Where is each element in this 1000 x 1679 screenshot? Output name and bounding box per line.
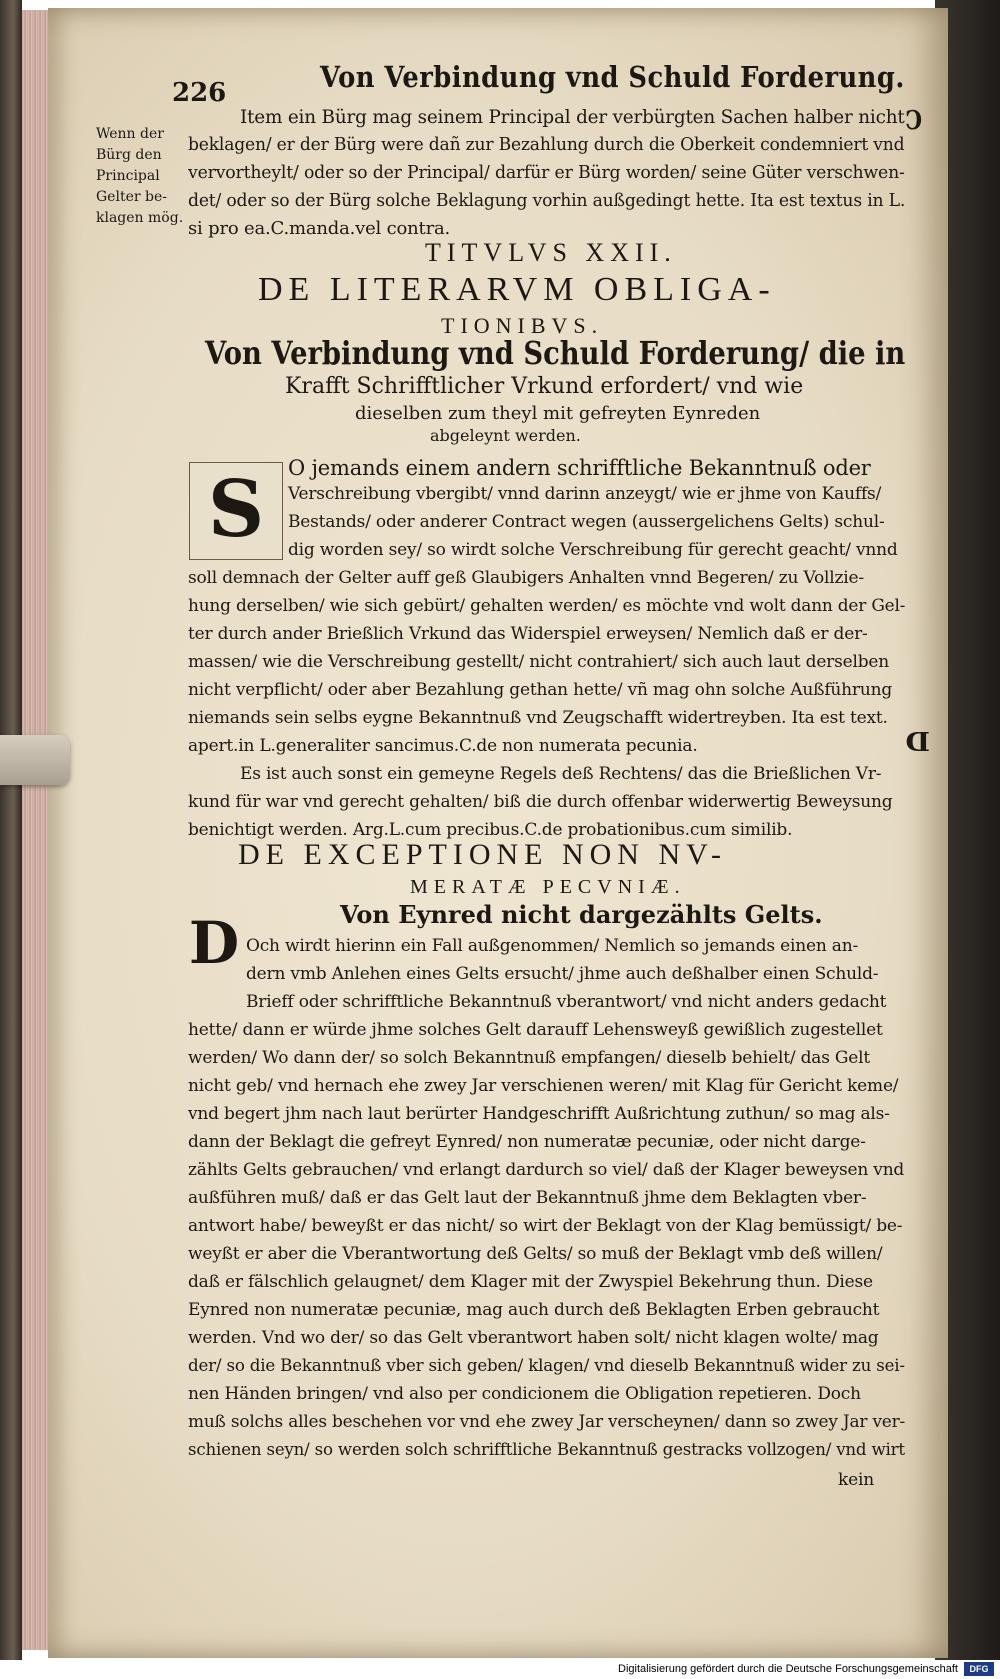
book-spine: [0, 0, 22, 1679]
page-tab-marker: [0, 735, 70, 785]
title-latin-cont: TIONIBVS.: [441, 313, 604, 338]
text-line: der/ so die Bekanntnuß vber sich geben/ klagen/ vnd dieselb Bekanntnuß wider zu sei-: [188, 1356, 905, 1376]
text-line: außführen muß/ daß er das Gelt laut der Bekanntnuß jhme dem Beklagten vber-: [188, 1188, 867, 1208]
text-line: nicht verpflicht/ oder aber Bezahlung gethan hette/ vñ mag ohn solche Außführung: [188, 680, 893, 700]
text-line: apert.in L.generaliter sancimus.C.de non numerata pecunia.: [188, 736, 698, 756]
text-line: benichtigt werden. Arg.L.cum precibus.C.de probationibus.cum similib.: [188, 820, 793, 840]
digitization-footer: [0, 1660, 1000, 1679]
text-line: Bestands/ oder anderer Contract wegen (aussergelichens Gelts) schul-: [288, 512, 885, 532]
text-line: Verschreibung vbergibt/ vnnd darinn anzeygt/ wie er jhme von Kauffs/: [288, 484, 882, 504]
dfg-logo: DFG: [964, 1662, 994, 1676]
text-line: ter durch ander Brießlich Vrkund das Widerspiel erweysen/ Nemlich daß er der-: [188, 624, 868, 644]
text-line: niemands sein selbs eygne Bekanntnuß vnd Zeugschafft widertreyben. Ita est text.: [188, 708, 888, 728]
text-line: antwort habe/ beweyßt er das nicht/ so wirt der Beklagt von der Klag bemüssigt/ be-: [188, 1216, 903, 1236]
text-line: hette/ dann er würde jhme solches Gelt darauff Lehensweyß gewißlich zugestellet: [188, 1020, 883, 1040]
text-line: Och wirdt hierinn ein Fall außgenommen/ Nemlich so jemands einen an-: [246, 936, 859, 956]
text-line: beklagen/ er der Bürg were dañ zur Bezahlung durch die Oberkeit condemniert vnd: [188, 134, 905, 155]
margin-note-line: Wenn der: [96, 126, 164, 142]
text-line: soll demnach der Gelter auff geß Glaubigers Anhalten vnnd Begeren/ zu Vollzie-: [188, 568, 864, 588]
text-line: werden. Vnd wo der/ so das Gelt vberantwort haben solt/ nicht klagen wolte/ mag: [188, 1328, 879, 1348]
page-number: 226: [172, 78, 227, 108]
text-line: Brieff oder schrifftliche Bekanntnuß vberantwort/ vnd nicht anders gedacht: [246, 992, 887, 1012]
german-title-line: Von Eynred nicht dargezählts Gelts.: [340, 900, 823, 929]
title-latin: DE LITERARVM OBLIGA-: [258, 271, 776, 308]
text-line: massen/ wie die Verschreibung gestellt/ nicht contrahiert/ sich auch laut derselben: [188, 652, 890, 672]
text-line: schienen seyn/ so werden solch schrifftliche Bekanntnuß gestracks vollzogen/ vnd wirt: [188, 1440, 905, 1460]
margin-note-line: Gelter be-: [96, 189, 167, 205]
margin-note-line: Bürg den: [96, 147, 162, 163]
text-line: dern vmb Anlehen eines Gelts ersucht/ jhme auch deßhalber einen Schuld-: [246, 964, 879, 984]
text-line: det/ oder so der Bürg solche Beklagung vorhin außgedingt hette. Ita est textus in L.: [188, 190, 906, 211]
german-title-line: Von Verbindung vnd Schuld Forderung/ die in: [205, 334, 906, 372]
catchword: kein: [838, 1470, 874, 1490]
text-line: Eynred non numeratæ pecuniæ, mag auch durch deß Beklagten Erben gebraucht: [188, 1300, 880, 1320]
text-line: dann der Beklagt die gefreyt Eynred/ non numeratæ pecuniæ, oder nicht darge-: [188, 1132, 866, 1152]
title-latin: DE EXCEPTIONE NON NV-: [238, 838, 728, 871]
text-line: zählts Gelts gebrauchen/ vnd erlangt dardurch so viel/ daß der Klager beweysen vnd: [188, 1160, 905, 1180]
text-line: kund für war vnd gerecht gehalten/ biß die durch offenbar widerwertig Beweysung: [188, 792, 893, 812]
running-head: Von Verbindung vnd Schuld Forderung.: [320, 60, 905, 94]
margin-letter-d: D: [905, 728, 930, 758]
text-line: vervortheylt/ oder so der Principal/ darfür er Bürg worden/ seine Güter verschwen-: [188, 162, 905, 183]
text-line: werden/ Wo dann der/ so solch Bekanntnuß empfangen/ dieselb behielt/ das Gelt: [188, 1048, 871, 1068]
text-line: daß er fälschlich gelaugnet/ dem Klager mit der Zwyspiel Bekehrung thun. Diese: [188, 1272, 873, 1292]
text-line: Item ein Bürg mag seinem Principal der verbürgten Sachen halber nicht: [240, 106, 905, 128]
text-line: si pro ea.C.manda.vel contra.: [188, 218, 451, 239]
text-line: O jemands einem andern schrifftliche Bekanntnuß oder: [288, 456, 871, 480]
text-line: hung derselben/ wie sich gebürt/ gehalten werden/ es möchte vnd wolt dann der Gel-: [188, 596, 906, 616]
german-title-line: abgeleynt werden.: [430, 426, 581, 445]
title-number: TITVLVS XXII.: [425, 238, 677, 267]
text-line: vnd begert jhm nach laut berürter Handgeschrifft Außrichtung zuthun/ so mag als-: [188, 1104, 890, 1124]
text-line: nen Händen bringen/ vnd also per condicionem die Obligation repetieren. Doch: [188, 1384, 861, 1404]
decorated-initial: S: [189, 462, 283, 560]
margin-letter-c: C: [905, 106, 922, 136]
text-line: nicht geb/ vnd hernach ehe zwey Jar verschienen weren/ mit Klag für Gericht keme/: [188, 1076, 899, 1096]
text-line: dig worden sey/ so wirdt solche Verschreibung für gerecht geacht/ vnnd: [288, 540, 898, 560]
german-title-line: dieselben zum theyl mit gefreyten Eynreden: [355, 403, 761, 424]
margin-note-line: Principal: [96, 168, 160, 184]
title-latin-cont: MERATÆ PECVNIÆ.: [410, 876, 686, 898]
text-line: weyßt er aber die Vberantwortung deß Gelts/ so muß der Beklagt vmb deß willen/: [188, 1244, 883, 1264]
footer-credit: Digitalisierung gefördert durch die Deutsche Forschungsgemeinschaft: [618, 1663, 958, 1675]
german-title-line: Krafft Schrifftlicher Vrkund erfordert/ vnd wie: [285, 374, 804, 399]
text-line: muß solchs alles beschehen vor vnd ehe zwey Jar verscheynen/ dann so zwey Jar ver-: [188, 1412, 906, 1432]
decorated-initial: D: [188, 909, 240, 977]
margin-note-line: klagen mög.: [96, 210, 184, 226]
text-line: Es ist auch sonst ein gemeyne Regels deß Rechtens/ das die Brießlichen Vr-: [240, 764, 882, 784]
